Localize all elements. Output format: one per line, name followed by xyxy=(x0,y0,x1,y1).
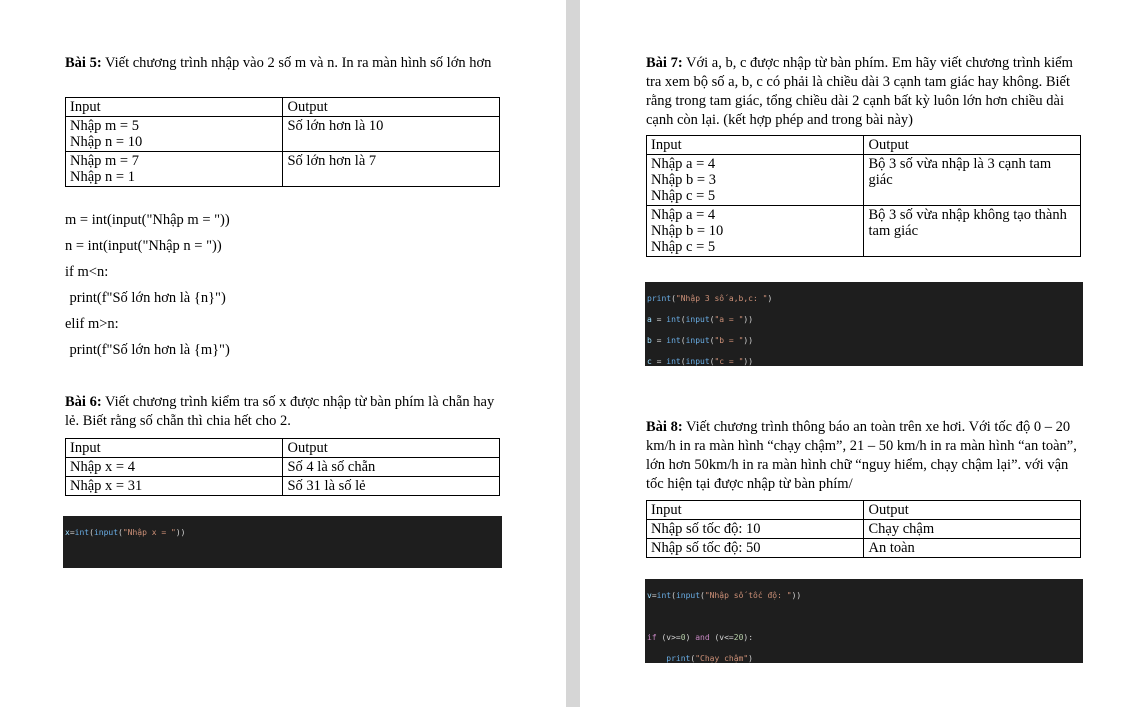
table-header-row xyxy=(66,439,500,458)
code-line: v=int(input("Nhập số tốc độ: ")) xyxy=(647,591,802,601)
bai7-title: Bài 7: xyxy=(646,55,683,71)
bai5-code-line: if m<n: xyxy=(65,264,109,280)
cell-line: Nhập m = 7 xyxy=(70,153,139,169)
table-cell-input: Nhập số tốc độ: 10 xyxy=(647,520,864,539)
cell-line: Nhập a = 4 xyxy=(651,156,716,172)
table-header-cell: Output xyxy=(283,439,500,458)
table-cell-output: Số 31 là số lẻ xyxy=(283,477,500,496)
bai8-table xyxy=(646,500,1081,558)
table-header-cell: Output xyxy=(283,98,500,117)
table-row xyxy=(647,206,1081,257)
cell-line: Nhập n = 10 xyxy=(70,134,143,150)
cell-line: Nhập a = 4 xyxy=(651,207,716,223)
table-cell-output: Bộ 3 số vừa nhập là 3 cạnh tam giác xyxy=(864,155,1081,206)
table-cell-input: Nhập số tốc độ: 50 xyxy=(647,539,864,558)
table-row xyxy=(66,458,500,477)
table-row xyxy=(66,152,500,187)
cell-line: Nhập m = 5 xyxy=(70,118,139,134)
table-row xyxy=(66,117,500,152)
table-cell-input: Nhập x = 4 xyxy=(66,458,283,477)
table-row xyxy=(647,520,1081,539)
table-cell-input xyxy=(66,152,283,187)
bai5-title: Bài 5: xyxy=(65,55,102,71)
table-cell-input xyxy=(647,206,864,257)
table-row xyxy=(647,539,1081,558)
table-cell-output: Số 4 là số chẵn xyxy=(283,458,500,477)
cell-line: Nhập b = 3 xyxy=(651,172,716,188)
bai6-table xyxy=(65,438,500,496)
bai8-paragraph xyxy=(646,418,1082,494)
code-line: print("Nhập 3 số a,b,c: ") xyxy=(647,294,773,304)
table-cell-input xyxy=(647,155,864,206)
table-cell-output: Chạy chậm xyxy=(864,520,1081,539)
bai7-table xyxy=(646,135,1081,257)
table-cell-input: Nhập x = 31 xyxy=(66,477,283,496)
table-cell-output: Số lớn hơn là 7 xyxy=(283,152,500,187)
cell-line: Nhập c = 5 xyxy=(651,188,716,204)
bai7-paragraph xyxy=(646,54,1078,130)
cell-line: Nhập b = 10 xyxy=(651,223,724,239)
code-line: x=int(input("Nhập x = ")) xyxy=(65,528,186,538)
bai8-text: Viết chương trình thông báo an toàn trên xe hơi. Với tốc độ 0 – 20 km/h in ra màn hình “chạy chậm”, 21 – 50 km/h in ra màn hình “an toàn”, lớn hơn 50km/h in ra màn hình chữ “nguy hiểm, chạy chậm lại”. với vận tốc hiện tại được nhập từ bàn phím/ xyxy=(646,419,1077,492)
code-line xyxy=(647,612,1081,622)
bai8-title: Bài 8: xyxy=(646,419,683,435)
bai5-code-line: print(f"Số lớn hơn là {m}") xyxy=(55,342,230,358)
cell-line: Nhập n = 1 xyxy=(70,169,135,185)
code-line: print("Chạy chậm") xyxy=(666,653,753,663)
bai5-text: Viết chương trình nhập vào 2 số m và n. In ra màn hình số lớn hơn xyxy=(101,55,492,71)
code-line: c = int(input("c = ")) xyxy=(647,356,754,366)
code-line xyxy=(65,549,500,559)
table-row xyxy=(647,155,1081,206)
table-row xyxy=(66,477,500,496)
bai5-code-line: m = int(input("Nhập m = ")) xyxy=(65,212,230,228)
code-line: a = int(input("a = ")) xyxy=(647,315,754,325)
bai6-title: Bài 6: xyxy=(65,394,102,410)
bai8-code-screenshot xyxy=(645,579,1083,663)
code-line: b = int(input("b = ")) xyxy=(647,336,754,345)
bai5-code-line: print(f"Số lớn hơn là {n}") xyxy=(55,290,226,306)
bai6-text: Viết chương trình kiểm tra số x được nhập từ bàn phím là chẵn hay lẻ. Biết rằng số chẵn thì chia hết cho 2. xyxy=(65,394,495,429)
table-header-cell: Input xyxy=(647,501,864,520)
bai5-code-line: n = int(input("Nhập n = ")) xyxy=(65,238,222,254)
code-line: if (v>=0) and (v<=20): xyxy=(647,633,754,642)
cell-line: Nhập c = 5 xyxy=(651,239,716,255)
table-header-cell: Input xyxy=(66,98,283,117)
table-header-cell: Output xyxy=(864,136,1081,155)
table-header-cell: Input xyxy=(647,136,864,155)
table-header-row xyxy=(647,136,1081,155)
table-cell-output: Số lớn hơn là 10 xyxy=(283,117,500,152)
bai5-code-line: elif m>n: xyxy=(65,316,119,332)
table-cell-input xyxy=(66,117,283,152)
table-cell-output: An toàn xyxy=(864,539,1081,558)
bai6-paragraph xyxy=(65,393,495,431)
bai6-code-screenshot xyxy=(63,516,502,568)
table-header-cell: Input xyxy=(66,439,283,458)
bai5-paragraph xyxy=(65,54,495,73)
table-header-cell: Output xyxy=(864,501,1081,520)
bai7-text: Với a, b, c được nhập từ bàn phím. Em hãy viết chương trình kiểm tra xem bộ số a, b, c có phải là chiều dài 3 cạnh tam giác hay không. Biết rằng trong tam giác, tổng chiều dài 2 cạnh bất kỳ luôn lớn hơn chiều dài cạnh còn lại. (kết hợp phép and trong bài này) xyxy=(646,55,1073,128)
page-gutter xyxy=(566,0,580,707)
table-header-row xyxy=(647,501,1081,520)
table-cell-output: Bộ 3 số vừa nhập không tạo thành tam giác xyxy=(864,206,1081,257)
bai5-table xyxy=(65,97,500,187)
bai7-code-screenshot xyxy=(645,282,1083,366)
table-header-row xyxy=(66,98,500,117)
